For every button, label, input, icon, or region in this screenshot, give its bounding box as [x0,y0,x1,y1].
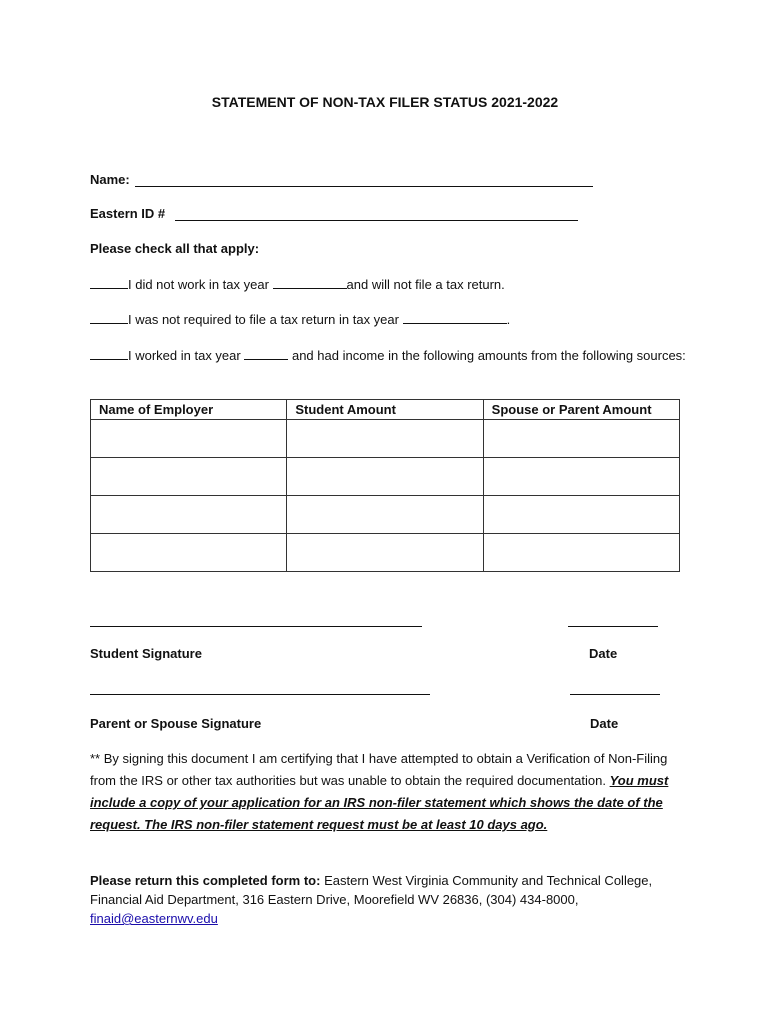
employer-cell[interactable] [91,496,287,534]
name-field-row [90,172,130,187]
eastern-id-label: Eastern ID # [90,206,166,221]
check-instruction: Please check all that apply: [90,241,260,256]
student-amount-cell[interactable] [287,420,483,458]
name-input-line[interactable] [135,186,593,187]
option-1-text-a: I did not work in tax year [128,277,269,292]
parent-signature-line[interactable] [90,694,430,695]
option-1-text-b: and will not file a tax return. [346,277,505,292]
option-1-checkbox-line[interactable] [90,276,128,289]
option-2-text-b: . [506,312,511,327]
eastern-id-input-line[interactable] [175,220,578,221]
table-header-row [91,400,680,420]
form-title: STATEMENT OF NON-TAX FILER STATUS 2021-2022 [211,94,559,110]
option-3-year-line[interactable] [244,347,288,360]
parent-date-line[interactable] [570,694,660,695]
income-table [90,399,680,572]
employer-cell[interactable] [91,420,287,458]
name-label: Name: [90,172,130,187]
student-amount-cell[interactable] [287,534,483,572]
table-row [91,496,680,534]
option-1-year-line[interactable] [273,276,347,289]
parent-signature-label: Parent or Spouse Signature [90,716,262,731]
option-1-row [90,276,505,292]
spouse-parent-amount-cell[interactable] [483,496,679,534]
parent-date-label: Date [590,716,619,731]
option-2-checkbox-line[interactable] [90,311,128,324]
student-date-label: Date [589,646,618,661]
header-name-of-employer: Name of Employer [91,400,287,420]
student-signature-line[interactable] [90,626,422,627]
option-2-year-line[interactable] [403,311,507,324]
spouse-parent-amount-cell[interactable] [483,534,679,572]
option-2-text-a: I was not required to file a tax return in tax year [128,312,399,327]
header-student-amount: Student Amount [287,400,483,420]
table-row [91,534,680,572]
certification-text: ** By signing this document I am certifying that I have attempted to obtain a Verification of Non-Filing from the IRS or other tax authorities but was unable to obtain the required documentation. [90,751,668,788]
table-row [91,420,680,458]
certification-paragraph [90,748,690,836]
employer-cell[interactable] [91,534,287,572]
contact-label: Please return this completed form to [90,873,317,888]
spouse-parent-amount-cell[interactable] [483,420,679,458]
student-signature-label: Student Signature [90,646,202,661]
spouse-parent-amount-cell[interactable] [483,458,679,496]
certification-emphasis: You must include a copy of your application for an IRS non-filer statement which shows the date of the request. The IRS non-filer statement request must be at least 10 days ago. [90,773,669,832]
contact-email-link[interactable]: finaid@easternwv.edu [90,911,218,926]
option-2-row [90,311,510,327]
contact-address: Eastern West Virginia Community and Technical College, Financial Aid Department, 316 Eastern Drive, Moorefield WV 26836, (304) 434-8000, [90,873,653,907]
option-3-text-a: I worked in tax year [128,348,241,363]
option-3-text-b: and had income in the following amounts from the following sources: [291,348,686,363]
student-date-line[interactable] [568,626,658,627]
option-3-checkbox-line[interactable] [90,347,128,360]
contact-block [90,871,690,928]
student-amount-cell[interactable] [287,496,483,534]
table-row [91,458,680,496]
student-amount-cell[interactable] [287,458,483,496]
employer-cell[interactable] [91,458,287,496]
option-3-row [90,345,690,367]
header-spouse-or-parent-amount: Spouse or Parent Amount [483,400,679,420]
contact-colon: : [316,873,321,888]
